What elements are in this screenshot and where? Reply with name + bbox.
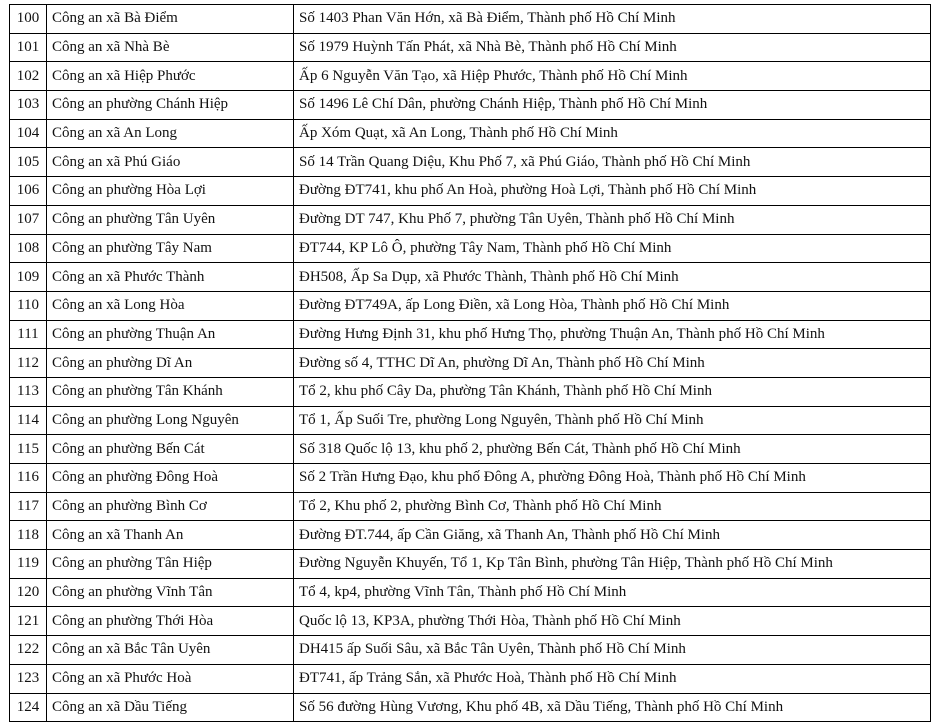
row-number: 122 — [10, 636, 47, 665]
table-row — [10, 578, 931, 607]
row-number: 108 — [10, 234, 47, 263]
unit-name: Công an xã Phước Thành — [47, 263, 294, 292]
table-row — [10, 91, 931, 120]
row-number: 123 — [10, 664, 47, 693]
unit-name: Công an xã Bắc Tân Uyên — [47, 636, 294, 665]
unit-name: Công an xã An Long — [47, 119, 294, 148]
unit-name: Công an xã Phú Giáo — [47, 148, 294, 177]
row-number: 115 — [10, 435, 47, 464]
unit-name: Công an phường Tân Hiệp — [47, 550, 294, 579]
table-row — [10, 148, 931, 177]
table-row — [10, 464, 931, 493]
table-row — [10, 636, 931, 665]
table-row — [10, 349, 931, 378]
unit-address: ĐH508, Ấp Sa Dụp, xã Phước Thành, Thành phố Hồ Chí Minh — [294, 263, 931, 292]
table-row — [10, 435, 931, 464]
row-number: 114 — [10, 406, 47, 435]
row-number: 107 — [10, 205, 47, 234]
unit-name: Công an phường Hòa Lợi — [47, 177, 294, 206]
unit-address: Tổ 2, Khu phố 2, phường Bình Cơ, Thành phố Hồ Chí Minh — [294, 492, 931, 521]
row-number: 106 — [10, 177, 47, 206]
unit-name: Công an phường Đông Hoà — [47, 464, 294, 493]
table-row — [10, 5, 931, 34]
police-address-table — [9, 4, 931, 722]
row-number: 112 — [10, 349, 47, 378]
unit-address: Đường ĐT749A, ấp Long Điền, xã Long Hòa, Thành phố Hồ Chí Minh — [294, 291, 931, 320]
unit-address: Tổ 2, khu phố Cây Da, phường Tân Khánh, Thành phố Hồ Chí Minh — [294, 377, 931, 406]
table-body — [10, 5, 931, 722]
row-number: 103 — [10, 91, 47, 120]
unit-name: Công an phường Thới Hòa — [47, 607, 294, 636]
row-number: 120 — [10, 578, 47, 607]
unit-address: Đường Nguyễn Khuyến, Tổ 1, Kp Tân Bình, phường Tân Hiệp, Thành phố Hồ Chí Minh — [294, 550, 931, 579]
unit-name: Công an phường Chánh Hiệp — [47, 91, 294, 120]
table-row — [10, 492, 931, 521]
unit-name: Công an xã Long Hòa — [47, 291, 294, 320]
table-row — [10, 263, 931, 292]
unit-name: Công an phường Long Nguyên — [47, 406, 294, 435]
row-number: 110 — [10, 291, 47, 320]
table-row — [10, 291, 931, 320]
unit-name: Công an phường Dĩ An — [47, 349, 294, 378]
unit-name: Công an xã Hiệp Phước — [47, 62, 294, 91]
table-row — [10, 234, 931, 263]
row-number: 100 — [10, 5, 47, 34]
unit-address: Đường số 4, TTHC Dĩ An, phường Dĩ An, Thành phố Hồ Chí Minh — [294, 349, 931, 378]
unit-address: Ấp 6 Nguyễn Văn Tạo, xã Hiệp Phước, Thành phố Hồ Chí Minh — [294, 62, 931, 91]
unit-name: Công an phường Bình Cơ — [47, 492, 294, 521]
unit-address: Đường Hưng Định 31, khu phố Hưng Thọ, phường Thuận An, Thành phố Hồ Chí Minh — [294, 320, 931, 349]
unit-address: Ấp Xóm Quạt, xã An Long, Thành phố Hồ Chí Minh — [294, 119, 931, 148]
table-row — [10, 406, 931, 435]
row-number: 121 — [10, 607, 47, 636]
unit-address: Số 2 Trần Hưng Đạo, khu phố Đông A, phường Đông Hoà, Thành phố Hồ Chí Minh — [294, 464, 931, 493]
table-row — [10, 693, 931, 722]
unit-name: Công an phường Thuận An — [47, 320, 294, 349]
row-number: 124 — [10, 693, 47, 722]
row-number: 118 — [10, 521, 47, 550]
unit-address: DH415 ấp Suối Sâu, xã Bắc Tân Uyên, Thành phố Hồ Chí Minh — [294, 636, 931, 665]
row-number: 104 — [10, 119, 47, 148]
unit-address: ĐT741, ấp Trảng Sắn, xã Phước Hoà, Thành phố Hồ Chí Minh — [294, 664, 931, 693]
unit-address: Số 56 đường Hùng Vương, Khu phố 4B, xã Dầu Tiếng, Thành phố Hồ Chí Minh — [294, 693, 931, 722]
row-number: 105 — [10, 148, 47, 177]
unit-address: Tổ 1, Ấp Suối Tre, phường Long Nguyên, Thành phố Hồ Chí Minh — [294, 406, 931, 435]
unit-name: Công an phường Tây Nam — [47, 234, 294, 263]
unit-address: Số 1496 Lê Chí Dân, phường Chánh Hiệp, Thành phố Hồ Chí Minh — [294, 91, 931, 120]
unit-address: Quốc lộ 13, KP3A, phường Thới Hòa, Thành phố Hồ Chí Minh — [294, 607, 931, 636]
table-row — [10, 205, 931, 234]
unit-address: Đường ĐT.744, ấp Cần Giăng, xã Thanh An, Thành phố Hồ Chí Minh — [294, 521, 931, 550]
unit-name: Công an phường Vĩnh Tân — [47, 578, 294, 607]
table-row — [10, 521, 931, 550]
unit-name: Công an xã Bà Điểm — [47, 5, 294, 34]
unit-address: Đường DT 747, Khu Phố 7, phường Tân Uyên, Thành phố Hồ Chí Minh — [294, 205, 931, 234]
table-row — [10, 177, 931, 206]
unit-address: ĐT744, KP Lô Ô, phường Tây Nam, Thành phố Hồ Chí Minh — [294, 234, 931, 263]
row-number: 111 — [10, 320, 47, 349]
row-number: 101 — [10, 33, 47, 62]
table-row — [10, 377, 931, 406]
unit-name: Công an xã Phước Hoà — [47, 664, 294, 693]
row-number: 102 — [10, 62, 47, 91]
table-row — [10, 664, 931, 693]
row-number: 116 — [10, 464, 47, 493]
unit-name: Công an phường Bến Cát — [47, 435, 294, 464]
unit-address: Số 1979 Huỳnh Tấn Phát, xã Nhà Bè, Thành phố Hồ Chí Minh — [294, 33, 931, 62]
row-number: 109 — [10, 263, 47, 292]
unit-name: Công an phường Tân Uyên — [47, 205, 294, 234]
row-number: 113 — [10, 377, 47, 406]
table-row — [10, 119, 931, 148]
unit-address: Số 14 Trần Quang Diệu, Khu Phố 7, xã Phú Giáo, Thành phố Hồ Chí Minh — [294, 148, 931, 177]
table-row — [10, 607, 931, 636]
unit-name: Công an xã Dầu Tiếng — [47, 693, 294, 722]
unit-name: Công an phường Tân Khánh — [47, 377, 294, 406]
table-row — [10, 320, 931, 349]
row-number: 119 — [10, 550, 47, 579]
unit-address: Đường ĐT741, khu phố An Hoà, phường Hoà Lợi, Thành phố Hồ Chí Minh — [294, 177, 931, 206]
unit-name: Công an xã Nhà Bè — [47, 33, 294, 62]
table-row — [10, 550, 931, 579]
unit-address: Số 318 Quốc lộ 13, khu phố 2, phường Bến Cát, Thành phố Hồ Chí Minh — [294, 435, 931, 464]
unit-address: Tổ 4, kp4, phường Vĩnh Tân, Thành phố Hồ Chí Minh — [294, 578, 931, 607]
table-row — [10, 62, 931, 91]
table-row — [10, 33, 931, 62]
row-number: 117 — [10, 492, 47, 521]
unit-name: Công an xã Thanh An — [47, 521, 294, 550]
unit-address: Số 1403 Phan Văn Hớn, xã Bà Điểm, Thành phố Hồ Chí Minh — [294, 5, 931, 34]
